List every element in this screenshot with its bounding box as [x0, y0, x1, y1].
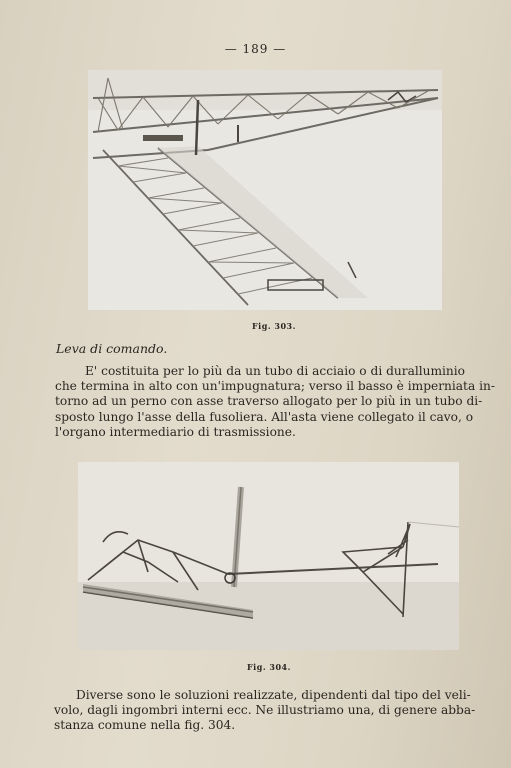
- page-number: — 189 —: [224, 42, 287, 56]
- paragraph-2-line: volo, dagli ingombri interni ecc. Ne illustriamo una, di genere abba-: [54, 703, 476, 718]
- section-heading: Leva di comando.: [56, 341, 168, 356]
- paragraph-1-line: che termina in alto con un'impugnatura; verso il basso è imperniata in-: [55, 379, 495, 394]
- paragraph-1-line: E' costituita per lo più da un tubo di acciaio o di duralluminio: [85, 364, 466, 378]
- paragraph-1: [55, 364, 495, 440]
- truss-illustration: [88, 70, 442, 310]
- paragraph-2-line: Diverse sono le soluzioni realizzate, dipendenti dal tipo del veli-: [76, 688, 471, 702]
- figure-303-caption: Fig. 303.: [252, 321, 296, 331]
- figure-304-photo: [78, 462, 459, 650]
- paragraph-1-line: torno ad un perno con asse traverso allogato per lo più in un tubo di-: [55, 394, 483, 409]
- figure-304-caption: Fig. 304.: [247, 662, 291, 672]
- paragraph-2: [54, 688, 494, 734]
- paragraph-2-line: stanza comune nella fig. 304.: [54, 718, 236, 733]
- figure-303-photo: [88, 70, 442, 310]
- paragraph-1-line: l'organo intermediario di trasmissione.: [55, 424, 296, 439]
- control-mechanism-illustration: [78, 462, 459, 650]
- paragraph-1-line: sposto lungo l'asse della fusoliera. All'asta viene collegato il cavo, o: [55, 409, 474, 424]
